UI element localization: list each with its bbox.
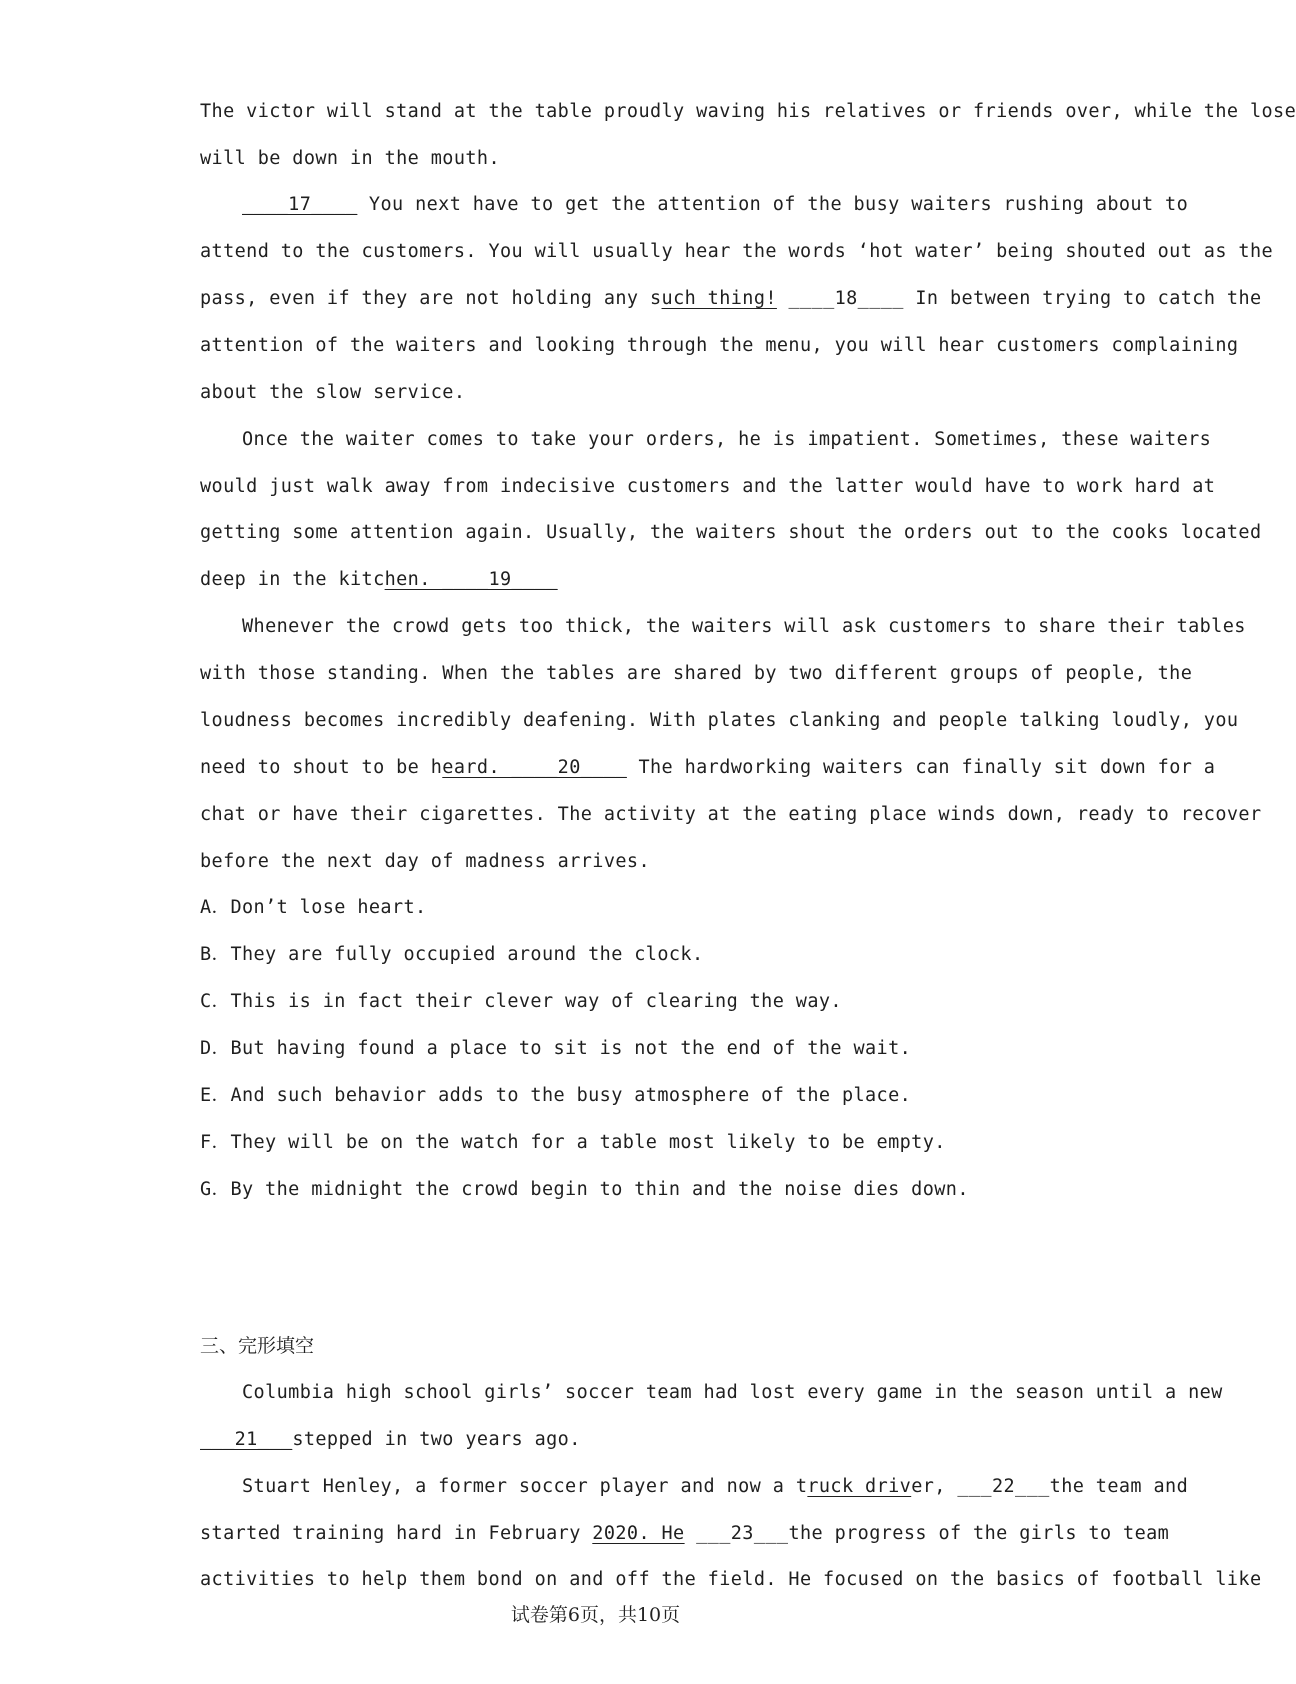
text-span: The hardworking waiters can finally sit down for a: [626, 757, 1216, 778]
text-line: Once the waiter comes to take your orders, he is impatient. Sometimes, these waiters: [242, 429, 1212, 450]
text-span: stepped in two years ago.: [292, 1429, 581, 1450]
text-line: will be down in the mouth.: [200, 148, 500, 169]
text-line: [200, 756, 1215, 780]
text-line: [200, 568, 558, 592]
text-line: [200, 1522, 1169, 1546]
text-line: Whenever the crowd gets too thick, the waiters will ask customers to share their tables: [242, 616, 1246, 637]
text-span: need to shout to be h: [200, 757, 443, 778]
underlined-text: 2020. He: [592, 1523, 685, 1544]
option-c: C．This is in fact their clever way of clearing the way.: [200, 991, 842, 1012]
text-span: pass, even if they are not holding any s: [200, 288, 662, 309]
text-line: The victor will stand at the table proudly waving his relatives or friends over, while the lose: [200, 101, 1296, 122]
text-line: attend to the customers. You will usually hear the words ‘hot water’ being shouted out as the: [200, 241, 1274, 262]
text-line: getting some attention again. Usually, the waiters shout the orders out to the cooks located: [200, 522, 1262, 543]
underlined-text: ruck driv: [807, 1476, 912, 1497]
text-span: deep in the kitc: [200, 569, 385, 590]
text-line: about the slow service.: [200, 382, 466, 403]
text-line: with those standing. When the tables are shared by two different groups of people, the: [200, 663, 1193, 684]
blank-19: hen. ____19____: [384, 569, 558, 590]
page-footer: 试卷第6页，共10页: [510, 1604, 681, 1626]
option-b: B．They are fully occupied around the clock.: [200, 944, 704, 965]
text-line: activities to help them bond on and off the field. He focused on the basics of football like: [200, 1569, 1262, 1590]
text-line: [242, 1475, 1188, 1499]
blank-20: eard. ____20____: [442, 757, 627, 778]
text-line: chat or have their cigarettes. The activity at the eating place winds down, ready to recover: [200, 804, 1262, 825]
text-line: loudness becomes incredibly deafening. With plates clanking and people talking loudly, you: [200, 710, 1239, 731]
section-heading: 三、完形填空: [200, 1335, 315, 1357]
text-line: [200, 287, 1262, 311]
option-g: G．By the midnight the crowd begin to thin and the noise dies down.: [200, 1179, 969, 1200]
option-f: F．They will be on the watch for a table most likely to be empty.: [200, 1132, 946, 1153]
text-line: [242, 193, 1188, 217]
option-a: A．Don’t lose heart.: [200, 897, 427, 918]
text-line: attention of the waiters and looking through the menu, you will hear customers complaining: [200, 335, 1239, 356]
blank-21: ___21___: [200, 1429, 293, 1450]
text-line: before the next day of madness arrives.: [200, 851, 650, 872]
text-line: [200, 1428, 581, 1452]
text-span: er, ___22___the team and: [911, 1476, 1189, 1497]
text-line: Columbia high school girls’ soccer team had lost every game in the season until a new: [242, 1382, 1223, 1403]
option-e: E．And such behavior adds to the busy atmosphere of the place.: [200, 1085, 912, 1106]
text-span: ___23___the progress of the girls to team: [684, 1523, 1170, 1544]
option-d: D．But having found a place to sit is not the end of the wait.: [200, 1038, 912, 1059]
text-span: Stuart Henley, a former soccer player and now a t: [242, 1476, 808, 1497]
text-span: ____18____ In between trying to catch the: [776, 288, 1262, 309]
text-span: started training hard in February: [200, 1523, 593, 1544]
text-span: You next have to get the attention of the busy waiters rushing about to: [357, 194, 1189, 215]
underlined-text: uch thing!: [661, 288, 777, 309]
text-line: would just walk away from indecisive customers and the latter would have to work hard at: [200, 476, 1216, 497]
blank-17: ____17____: [242, 194, 358, 215]
